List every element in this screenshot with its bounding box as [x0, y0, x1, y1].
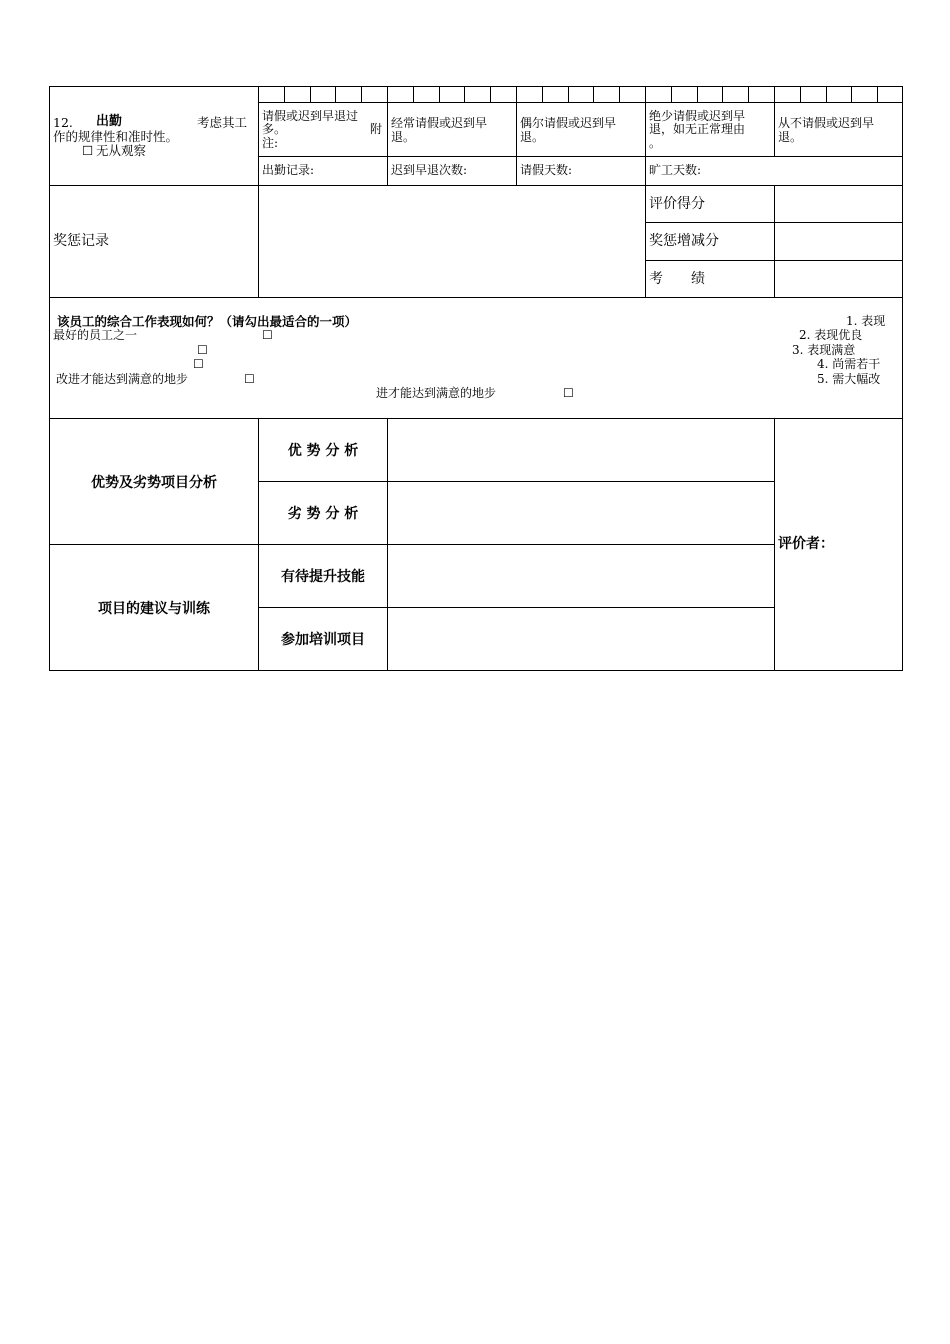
skills-input[interactable] [388, 545, 774, 607]
record-absent-days: 旷工天数: [649, 163, 702, 177]
performance-label: 考 绩 [649, 271, 705, 287]
overall-item4-tail: 改进才能达到满意的地步 [56, 372, 189, 386]
attendance-title: 出勤 [96, 114, 123, 129]
rating-tick [851, 86, 852, 102]
rating-tick [877, 86, 878, 102]
rewards-label: 奖惩记录 [53, 233, 109, 249]
weakness-label: 劣 势 分 析 [287, 506, 359, 522]
no-observe-label: 无从观察 [96, 143, 147, 158]
rating-tick [748, 86, 749, 102]
rating-tick [335, 86, 336, 102]
skills-label: 有待提升技能 [281, 569, 365, 585]
suggestion-title: 项目的建议与训练 [98, 600, 210, 617]
record-attendance: 出勤记录: [262, 163, 315, 177]
rating-tick [284, 86, 285, 102]
training-input[interactable] [388, 608, 774, 670]
overall-checkbox-5[interactable]: ☐ [563, 386, 574, 400]
rating-tick [464, 86, 465, 102]
weakness-input[interactable] [388, 482, 774, 544]
record-leave-days: 请假天数: [520, 163, 573, 177]
suggestion-title-cell [50, 545, 258, 670]
evaluator-label: 评价者： [778, 536, 834, 552]
attendance-number: 12. [53, 115, 73, 130]
option-4-line1: 绝少请假或迟到早 [649, 109, 746, 123]
overall-checkbox-2[interactable]: ☐ [197, 343, 208, 357]
overall-right-3: 3. 表现满意 [792, 343, 856, 357]
rating-tick [413, 86, 414, 102]
option-1-line1: 请假或迟到早退过 [262, 109, 359, 123]
option-2-line1: 经常请假或迟到早 [391, 116, 488, 130]
overall-right-5: 5. 需大幅改 [817, 372, 881, 386]
attendance-desc-1: 考虑其工 [197, 115, 248, 130]
attendance-desc-2: 作的规律性和准时性。 [53, 129, 179, 144]
overall-checkbox-1[interactable]: ☐ [262, 328, 273, 342]
overall-checkbox-4[interactable]: ☐ [244, 372, 255, 386]
rating-tick-row [258, 86, 903, 103]
option-1-note: 附 [370, 122, 383, 136]
rating-tick [361, 86, 362, 102]
score-label: 评价得分 [649, 196, 705, 212]
overall-checkbox-3[interactable]: ☐ [193, 357, 204, 371]
overall-right-2: 2. 表现优良 [799, 328, 863, 342]
option-5-line2: 退。 [778, 130, 803, 144]
rating-tick [439, 86, 440, 102]
rating-tick [542, 86, 543, 102]
overall-right-1: 1. 表现 [846, 314, 886, 328]
option-5-line1: 从不请假或迟到早 [778, 116, 875, 130]
strength-label-cell [259, 419, 387, 481]
rating-tick [593, 86, 594, 102]
strength-weakness-title: 优势及劣势项目分析 [91, 474, 217, 491]
option-3-line1: 偶尔请假或迟到早 [520, 116, 617, 130]
overall-item1-tail: 最好的员工之一 [53, 328, 138, 342]
adjust-label: 奖惩增减分 [649, 233, 719, 249]
option-1-line3: 注: [262, 136, 279, 150]
rating-tick [568, 86, 569, 102]
rating-tick [722, 86, 723, 102]
option-2-line2: 退。 [391, 130, 416, 144]
rating-tick [800, 86, 801, 102]
option-4-line3: 。 [649, 136, 662, 150]
strength-label: 优 势 分 析 [287, 443, 359, 459]
option-4-line2: 退，如无正常理由 [649, 122, 746, 136]
rating-tick [671, 86, 672, 102]
overall-right-4: 4. 尚需若干 [817, 357, 881, 371]
rating-tick [826, 86, 827, 102]
strength-input[interactable] [388, 419, 774, 481]
training-label: 参加培训项目 [281, 632, 365, 648]
overall-question: 该员工的综合工作表现如何？（请勾出最适合的一项） [57, 314, 358, 329]
rating-tick [697, 86, 698, 102]
strength-weakness-title-cell [50, 419, 258, 544]
record-late-count: 迟到早退次数: [391, 163, 468, 177]
option-3-line2: 退。 [520, 130, 545, 144]
training-label-cell [259, 608, 387, 670]
rating-tick [619, 86, 620, 102]
rating-tick [490, 86, 491, 102]
weakness-label-cell [259, 482, 387, 544]
option-1-line2: 多。 [262, 122, 287, 136]
skills-label-cell [259, 545, 387, 607]
no-observe-checkbox[interactable]: ☐ [82, 143, 94, 158]
rating-tick [310, 86, 311, 102]
overall-item5-tail: 进才能达到满意的地步 [376, 386, 497, 400]
